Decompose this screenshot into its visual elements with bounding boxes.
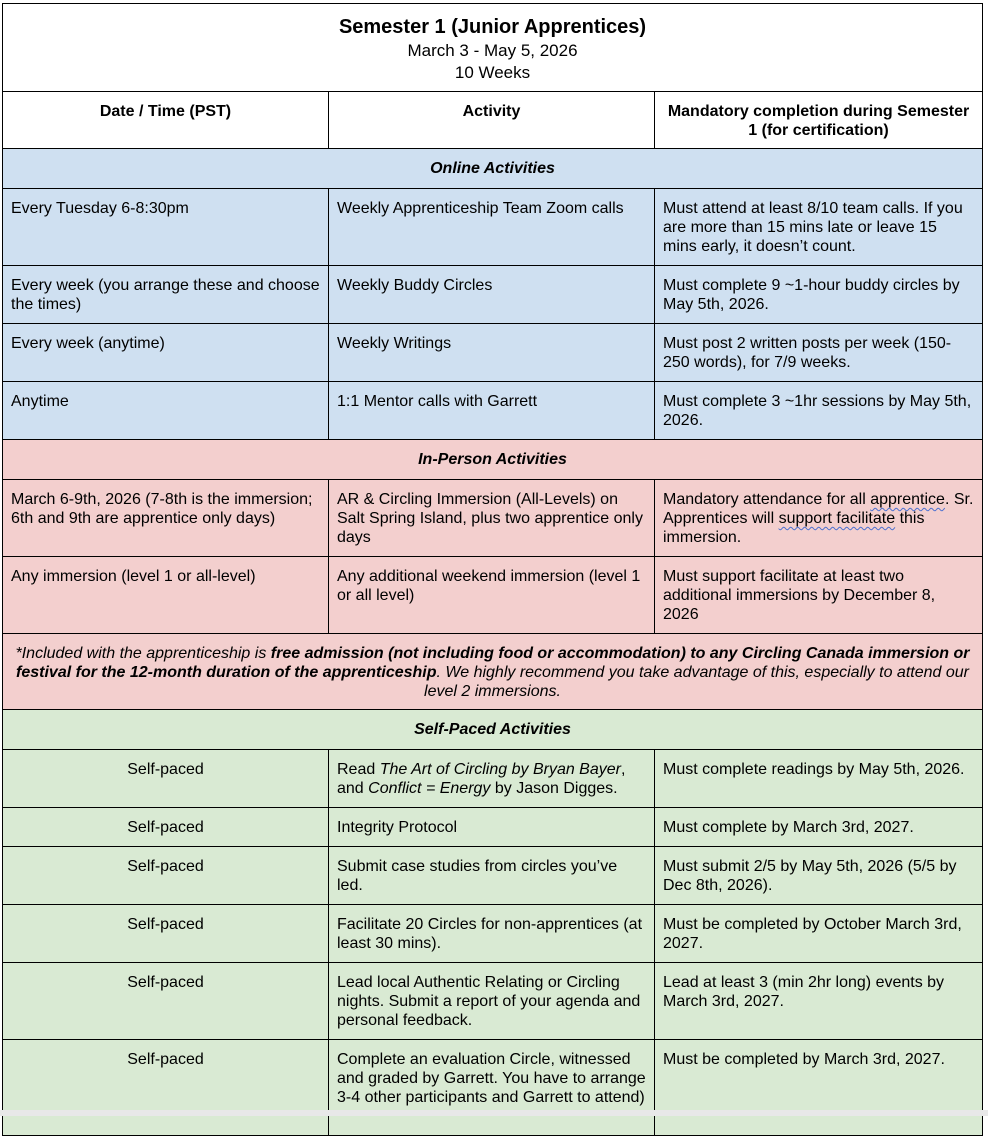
requirement-cell: Must post 2 written posts per week (150-250 words), for 7/9 weeks. [655, 324, 983, 382]
time-cell: Every week (you arrange these and choose the times) [3, 266, 329, 324]
time-cell: March 6-9th, 2026 (7-8th is the immersion; 6th and 9th are apprentice only days) [3, 480, 329, 557]
spellcheck-phrase: support facilitate [778, 510, 896, 527]
requirement-cell: Must complete 9 ~1-hour buddy circles by May 5th, 2026. [655, 266, 983, 324]
activity-cell: Integrity Protocol [329, 808, 655, 847]
time-cell: Self-paced [3, 808, 329, 847]
section-row [3, 710, 983, 750]
note-text: *Included with the apprenticeship is [15, 645, 271, 662]
table-row [3, 557, 983, 634]
table-row [3, 266, 983, 324]
table-row [3, 382, 983, 440]
activity-cell: Any additional weekend immersion (level 1 or all level) [329, 557, 655, 634]
semester-dates: March 3 - May 5, 2026 [407, 41, 578, 60]
table-row [3, 905, 983, 963]
activity-cell: 1:1 Mentor calls with Garrett [329, 382, 655, 440]
section-online: Online Activities [3, 149, 983, 189]
section-self-paced: Self-Paced Activities [3, 710, 983, 750]
time-cell: Self-paced [3, 750, 329, 808]
header-date-time: Date / Time (PST) [3, 92, 329, 149]
time-cell: Self-paced [3, 847, 329, 905]
time-cell: Self-paced [3, 1040, 329, 1136]
requirement-cell: Must support facilitate at least two additional immersions by December 8, 2026 [655, 557, 983, 634]
semester-length: 10 Weeks [454, 63, 531, 82]
time-cell: Self-paced [3, 905, 329, 963]
header-mandatory: Mandatory completion during Semester 1 (for certification) [655, 92, 983, 149]
activity-cell: Weekly Buddy Circles [329, 266, 655, 324]
activity-text: , and [337, 761, 626, 797]
time-cell: Self-paced [3, 963, 329, 1040]
activity-text: by Jason Digges. [490, 780, 618, 797]
title-row [3, 4, 983, 92]
schedule-table [2, 3, 983, 1136]
section-row [3, 149, 983, 189]
note-text: . We highly recommend you take advantage of this, especially to attend our level 2 immersions. [424, 664, 969, 700]
table-row [3, 750, 983, 808]
time-cell: Any immersion (level 1 or all-level) [3, 557, 329, 634]
activity-cell [329, 750, 655, 808]
table-row [3, 480, 983, 557]
title-cell [3, 4, 983, 92]
requirement-cell: Must complete readings by May 5th, 2026. [655, 750, 983, 808]
requirement-cell: Must attend at least 8/10 team calls. If you are more than 15 mins late or leave 15 mins early, it doesn’t count. [655, 189, 983, 266]
header-row [3, 92, 983, 149]
header-activity: Activity [329, 92, 655, 149]
table-row [3, 189, 983, 266]
book-title: Conflict = Energy [368, 780, 491, 797]
note-row [3, 634, 983, 710]
requirement-cell: Must submit 2/5 by May 5th, 2026 (5/5 by Dec 8th, 2026). [655, 847, 983, 905]
table-row [3, 808, 983, 847]
activity-text: Read [337, 761, 380, 778]
section-row [3, 440, 983, 480]
requirement-cell: Must be completed by October March 3rd, 2027. [655, 905, 983, 963]
table-row [3, 324, 983, 382]
activity-cell: Weekly Writings [329, 324, 655, 382]
requirement-cell [655, 480, 983, 557]
apprenticeship-note [3, 634, 983, 710]
activity-cell: Complete an evaluation Circle, witnessed and graded by Garrett. You have to arrange 3-4 other participants and Garrett to attend) [329, 1040, 655, 1136]
table-row [3, 847, 983, 905]
requirement-text: Mandatory attendance for all [663, 491, 871, 508]
time-cell: Anytime [3, 382, 329, 440]
spellcheck-word: apprentice [870, 491, 945, 508]
table-row [3, 963, 983, 1040]
activity-cell: Facilitate 20 Circles for non-apprentices (at least 30 mins). [329, 905, 655, 963]
section-in-person: In-Person Activities [3, 440, 983, 480]
requirement-text: . Sr. Apprentices will [663, 491, 974, 527]
table-row [3, 1040, 983, 1136]
activity-cell: AR & Circling Immersion (All-Levels) on Salt Spring Island, plus two apprentice only days [329, 480, 655, 557]
note-bold-text: free admission (not including food or accommodation) to any Circling Canada immersion or festival for the 12-month duration of the apprenticeship [16, 645, 970, 681]
requirement-cell: Must complete 3 ~1hr sessions by May 5th, 2026. [655, 382, 983, 440]
book-title: The Art of Circling by Bryan Bayer [379, 761, 621, 778]
requirement-cell: Must complete by March 3rd, 2027. [655, 808, 983, 847]
time-cell: Every week (anytime) [3, 324, 329, 382]
requirement-text: this immersion. [663, 510, 925, 546]
activity-cell: Lead local Authentic Relating or Circling nights. Submit a report of your agenda and personal feedback. [329, 963, 655, 1040]
bottom-edge [0, 1110, 988, 1116]
page-title: Semester 1 (Junior Apprentices) [338, 16, 647, 38]
requirement-cell: Must be completed by March 3rd, 2027. [655, 1040, 983, 1136]
requirement-cell: Lead at least 3 (min 2hr long) events by March 3rd, 2027. [655, 963, 983, 1040]
time-cell: Every Tuesday 6-8:30pm [3, 189, 329, 266]
activity-cell: Submit case studies from circles you’ve led. [329, 847, 655, 905]
activity-cell: Weekly Apprenticeship Team Zoom calls [329, 189, 655, 266]
